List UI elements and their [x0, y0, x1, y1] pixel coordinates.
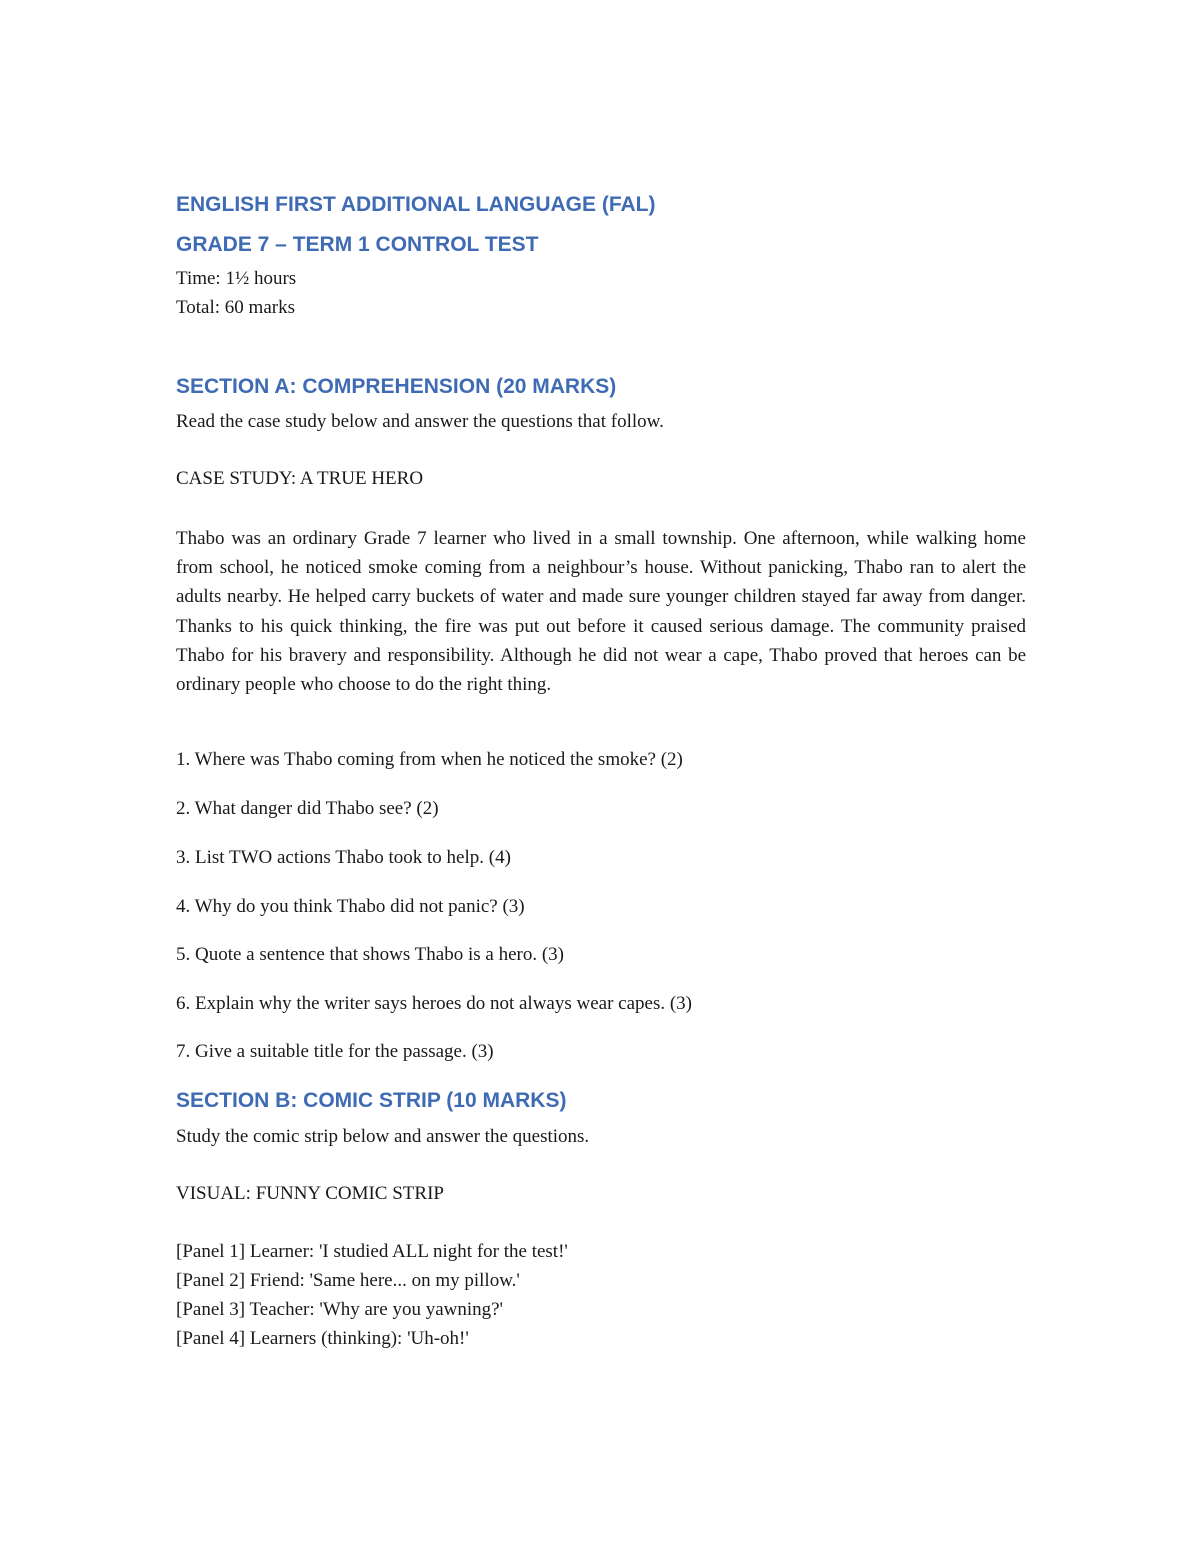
section-a-heading: SECTION A: COMPREHENSION (20 MARKS): [176, 375, 617, 398]
document-subtitle: GRADE 7 – TERM 1 CONTROL TEST: [176, 233, 539, 256]
section-b-heading: SECTION B: COMIC STRIP (10 MARKS): [176, 1089, 567, 1112]
comic-panel-3: [Panel 3] Teacher: 'Why are you yawning?': [176, 1299, 503, 1320]
document-title: ENGLISH FIRST ADDITIONAL LANGUAGE (FAL): [176, 193, 656, 216]
time-allowed: Time: 1½ hours: [176, 268, 297, 289]
question-6: 6. Explain why the writer says heroes do not always wear capes. (3): [176, 993, 693, 1014]
question-5: 5. Quote a sentence that shows Thabo is a hero. (3): [176, 944, 564, 965]
comic-strip-title: VISUAL: FUNNY COMIC STRIP: [176, 1183, 444, 1204]
case-study-title: CASE STUDY: A TRUE HERO: [176, 468, 424, 489]
comic-panel-4: [Panel 4] Learners (thinking): 'Uh-oh!': [176, 1328, 469, 1349]
section-a-instruction: Read the case study below and answer the questions that follow.: [176, 411, 664, 432]
question-2: 2. What danger did Thabo see? (2): [176, 798, 439, 819]
comic-panel-2: [Panel 2] Friend: 'Same here... on my pillow.': [176, 1270, 520, 1291]
comic-panel-1: [Panel 1] Learner: 'I studied ALL night for the test!': [176, 1241, 568, 1262]
total-marks: Total: 60 marks: [176, 297, 295, 318]
question-4: 4. Why do you think Thabo did not panic? (3): [176, 896, 525, 917]
section-b-instruction: Study the comic strip below and answer the questions.: [176, 1126, 590, 1147]
question-7: 7. Give a suitable title for the passage. (3): [176, 1041, 494, 1062]
question-3: 3. List TWO actions Thabo took to help. (4): [176, 847, 511, 868]
case-study-passage: Thabo was an ordinary Grade 7 learner who lived in a small township. One afternoon, while walking home from school, he noticed smoke coming from a neighbour’s house. Without panicking, Thabo ran to alert the adults nearby. He helped carry buckets of water and made sure younger children stayed far away from danger. Thanks to his quick thinking, the fire was put out before it caused serious damage. The community praised Thabo for his bravery and responsibility. Although he did not wear a cape, Thabo proved that heroes can be ordinary people who choose to do the right thing.: [176, 528, 1026, 696]
question-1: 1. Where was Thabo coming from when he noticed the smoke? (2): [176, 749, 683, 770]
